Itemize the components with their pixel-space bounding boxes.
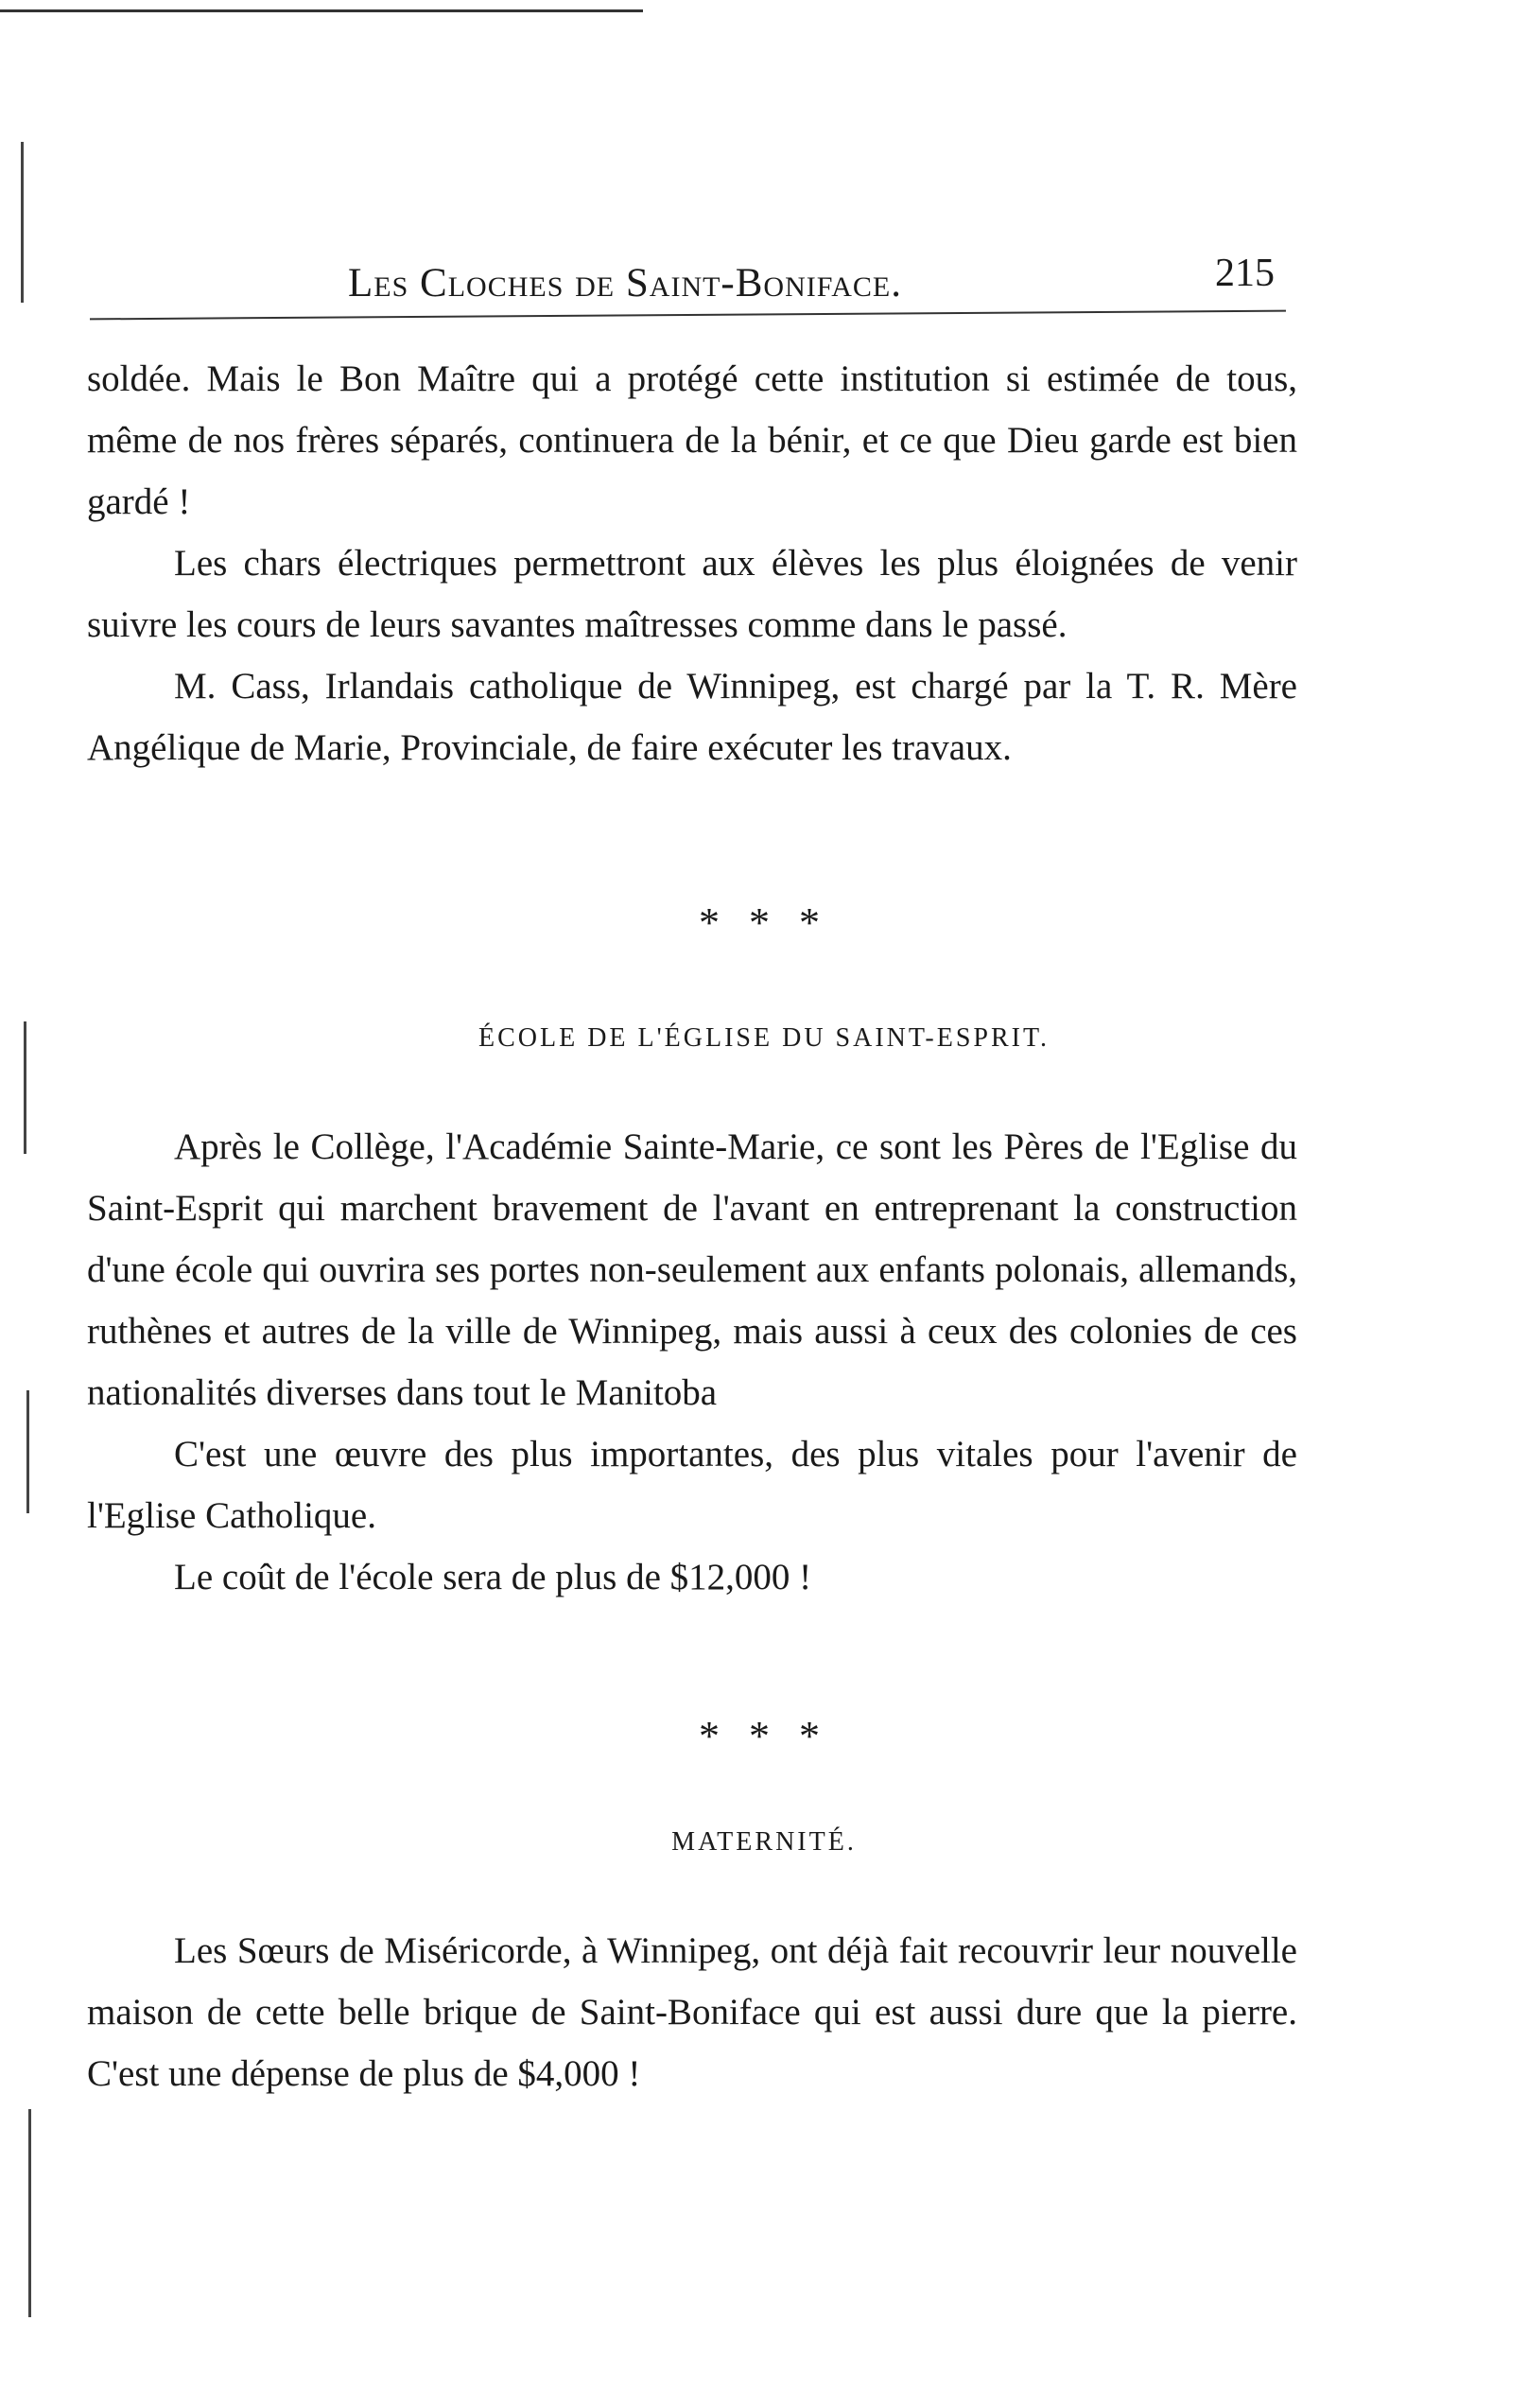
paragraph: Le coût de l'école sera de plus de $12,000 !: [174, 1557, 812, 1597]
scan-edge-line: [0, 0, 643, 12]
scan-edge-mark: [26, 1390, 29, 1513]
page-header: [348, 251, 1294, 307]
section-heading: ÉCOLE DE L'ÉGLISE DU SAINT-ESPRIT.: [478, 1023, 1050, 1053]
paragraph: Les Sœurs de Miséricorde, à Winnipeg, ont déjà fait recouvrir leur nouvelle maison de cette belle brique de Saint-Boniface qui est aussi dure que la pierre. C'est une dépense de plus de $4,000 !: [87, 1930, 1297, 2094]
header-rule: [90, 310, 1286, 321]
paragraph: C'est une œuvre des plus importantes, des plus vitales pour l'avenir de l'Eglise Catholique.: [87, 1434, 1297, 1536]
scan-edge-mark: [28, 2109, 31, 2317]
section-separator: * * *: [699, 1713, 829, 1759]
paragraph: Après le Collège, l'Académie Sainte-Marie, ce sont les Pères de l'Eglise du Saint-Esprit qui marchent bravement de l'avant en entreprenant la construction d'une école qui ouvrira ses portes non-seulement aux enfants polonais, allemands, ruthènes et autres de la ville de Winnipeg, mais aussi à ceux des colonies de ces nationalités diverses dans tout le Manitoba: [87, 1126, 1297, 1413]
paragraph: M. Cass, Irlandais catholique de Winnipeg, est chargé par la T. R. Mère Angélique de Marie, Provinciale, de faire exécuter les travaux.: [87, 666, 1297, 768]
section-heading: MATERNITÉ.: [671, 1827, 857, 1857]
scan-edge-mark: [21, 142, 24, 303]
section-maternite: [87, 1920, 1297, 2104]
running-title: Les Cloches de Saint-Boniface.: [348, 261, 902, 305]
section-ecole: [87, 1116, 1297, 1608]
page-number: 215: [1215, 252, 1275, 295]
section-continuation: [87, 348, 1297, 778]
paragraph: Les chars électriques permettront aux élèves les plus éloignées de venir suivre les cours de leurs savantes maîtresses comme dans le passé.: [87, 543, 1297, 645]
section-separator: * * *: [699, 899, 829, 946]
paragraph: soldée. Mais le Bon Maître qui a protégé cette institution si estimée de tous, même de nos frères séparés, continuera de la bénir, et ce que Dieu garde est bien gardé !: [87, 358, 1297, 522]
